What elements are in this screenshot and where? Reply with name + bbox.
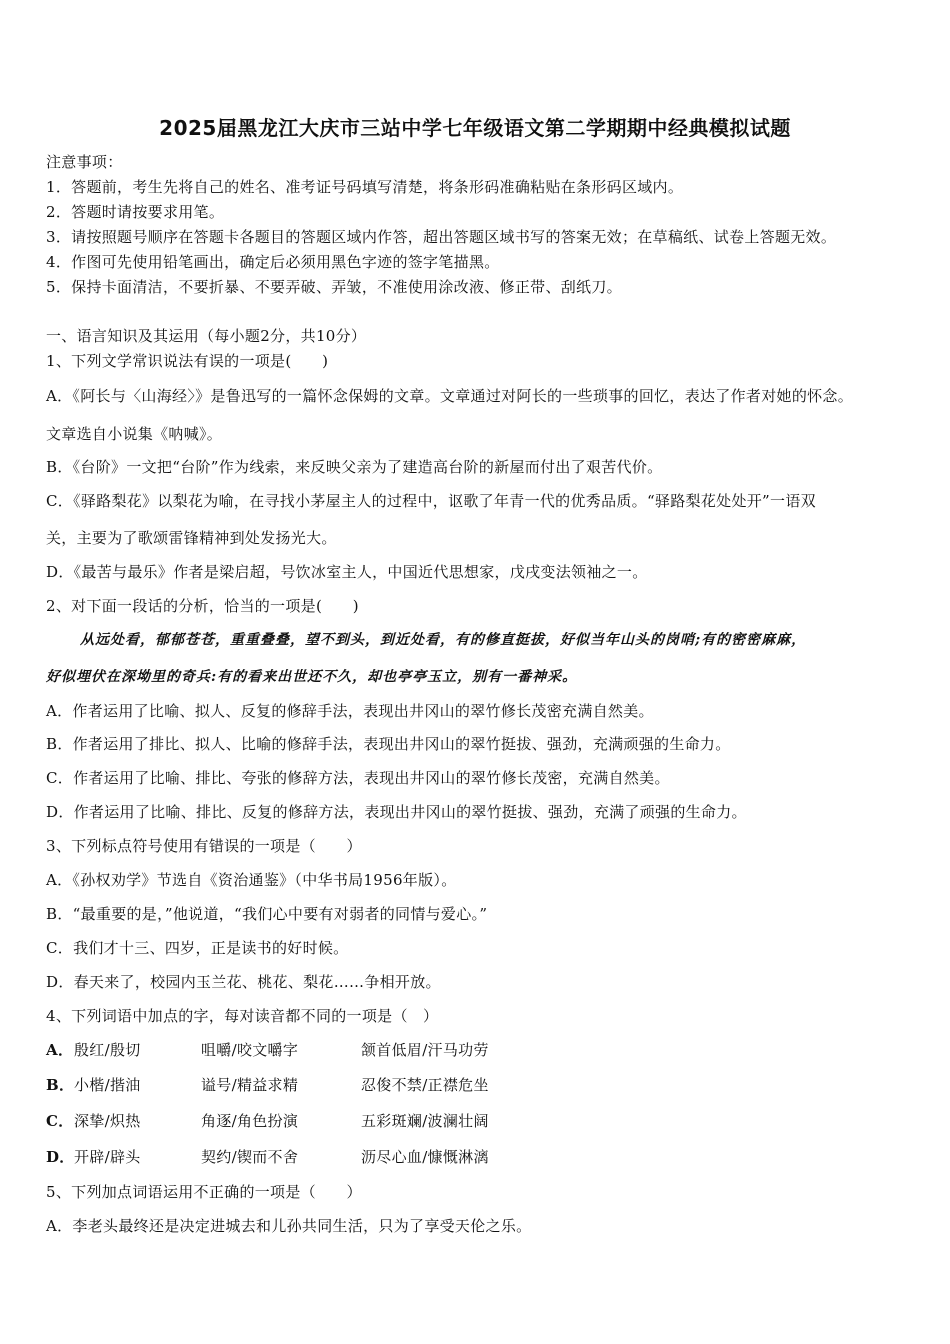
- q2-passage-line-1: 从远处看，郁郁苍苍，重重叠叠，望不到头，到近处看，有的修直挺拔，好似当年山头的岗哨;有的密密麻麻，: [80, 632, 807, 648]
- q1-option-d: D．《最苦与最乐》作者是梁启超，号饮冰室主人，中国近代思想家，戊戌变法领袖之一。: [46, 563, 648, 581]
- notice-item-5: 5．保持卡面清洁，不要折暴、不要弄破、弄皱，不准使用涂改液、修正带、刮纸刀。: [46, 278, 622, 296]
- section-heading: 一、语言知识及其运用（每小题2分，共10分）: [46, 327, 367, 345]
- q3-option-a: A．《孙权劝学》节选自《资治通鉴》（中华书局1956年版）。: [46, 871, 457, 889]
- page-title: 2025届黑龙江大庆市三站中学七年级语文第二学期期中经典模拟试题: [159, 116, 791, 140]
- notice-item-2: 2．答题时请按要求用笔。: [46, 203, 225, 221]
- q1-option-a: A．《阿长与〈山海经〉》是鲁迅写的一篇怀念保姆的文章。文章通过对阿长的一些琐事的回忆，表达了作者对她的怀念。: [46, 387, 854, 405]
- q4-word-pair: 殷红/殷切: [74, 1041, 141, 1059]
- q1-option-c: C．《驿路梨花》以梨花为喻，在寻找小茅屋主人的过程中，讴歌了年青一代的优秀品质。“驿路梨花处处开”一语双: [46, 492, 816, 510]
- q3-option-c: C．我们才十三、四岁，正是读书的好时候。: [46, 939, 349, 957]
- q1-option-c-cont: 关，主要为了歌颂雷锋精神到处发扬光大。: [46, 529, 337, 547]
- q4-word-pair: 咀嚼/咬文嚼字: [201, 1041, 299, 1059]
- q4-option-d: [46, 1147, 910, 1167]
- q4-option-label: C．: [46, 1112, 74, 1130]
- q2-option-c: C．作者运用了比喻、排比、夸张的修辞方法，表现出井冈山的翠竹修长茂密，充满自然美。: [46, 769, 670, 787]
- q4-option-a: [46, 1040, 910, 1060]
- q5-stem: 5、下列加点词语运用不正确的一项是（ ）: [46, 1183, 362, 1201]
- q4-word-pair: 开辟/辟头: [74, 1148, 141, 1166]
- q4-option-label: D．: [46, 1148, 75, 1166]
- q1-option-a-cont: 文章选自小说集《呐喊》。: [46, 425, 223, 443]
- q4-word-pair: 深挚/炽热: [74, 1112, 141, 1130]
- q4-option-label: B．: [46, 1076, 75, 1094]
- q4-word-pair: 小楷/揩油: [74, 1076, 141, 1094]
- q4-option-label: A．: [46, 1041, 74, 1059]
- q4-stem: 4、下列词语中加点的字，每对读音都不同的一项是（ ）: [46, 1007, 439, 1025]
- notice-item-1: 1．答题前，考生先将自己的姓名、准考证号码填写清楚，将条形码准确粘贴在条形码区域内。: [46, 178, 684, 196]
- q4-word-pair: 忍俊不禁/正襟危坐: [361, 1076, 489, 1094]
- q4-word-pair: 契约/锲而不舍: [201, 1148, 299, 1166]
- q5-option-a: A．李老头最终还是决定进城去和儿孙共同生活，只为了享受天伦之乐。: [46, 1217, 532, 1235]
- q1-stem: 1、下列文学常识说法有误的一项是( ): [46, 352, 329, 370]
- q3-option-d: D．春天来了，校园内玉兰花、桃花、梨花……争相开放。: [46, 973, 441, 991]
- q2-option-b: B．作者运用了排比、拟人、比喻的修辞手法，表现出井冈山的翠竹挺拔、强劲，充满顽强的生命力。: [46, 735, 731, 753]
- q2-option-d: D．作者运用了比喻、排比、反复的修辞方法，表现出井冈山的翠竹挺拔、强劲，充满了顽强的生命力。: [46, 803, 747, 821]
- notice-heading: 注意事项：: [46, 153, 123, 171]
- q1-option-b: B．《台阶》一文把“台阶”作为线索，来反映父亲为了建造高台阶的新屋而付出了艰苦代价。: [46, 458, 663, 476]
- q2-option-a: A．作者运用了比喻、拟人、反复的修辞手法，表现出井冈山的翠竹修长茂密充满自然美。: [46, 702, 654, 720]
- q4-word-pair: 五彩斑斓/波澜壮阔: [361, 1112, 489, 1130]
- q2-stem: 2、对下面一段话的分析，恰当的一项是( ): [46, 597, 359, 615]
- q3-option-b: B．“最重要的是，”他说道，“我们心中要有对弱者的同情与爱心。”: [46, 905, 488, 923]
- q4-word-pair: 颔首低眉/汗马功劳: [361, 1041, 489, 1059]
- q2-passage-line-2: 好似埋伏在深坳里的奇兵:有的看来出世还不久，却也亭亭玉立，别有一番神采。: [46, 669, 578, 685]
- q4-word-pair: 沥尽心血/慷慨淋漓: [361, 1148, 489, 1166]
- notice-item-4: 4．作图可先使用铅笔画出，确定后必须用黑色字迹的签字笔描黑。: [46, 253, 500, 271]
- q4-word-pair: 角逐/角色扮演: [201, 1112, 299, 1130]
- notice-item-3: 3．请按照题号顺序在答题卡各题目的答题区域内作答，超出答题区域书写的答案无效；在草稿纸、试卷上答题无效。: [46, 228, 837, 246]
- q4-option-c: [46, 1111, 910, 1131]
- q4-option-b: [46, 1075, 910, 1095]
- q4-word-pair: 谥号/精益求精: [201, 1076, 299, 1094]
- q3-stem: 3、下列标点符号使用有错误的一项是（ ）: [46, 837, 362, 855]
